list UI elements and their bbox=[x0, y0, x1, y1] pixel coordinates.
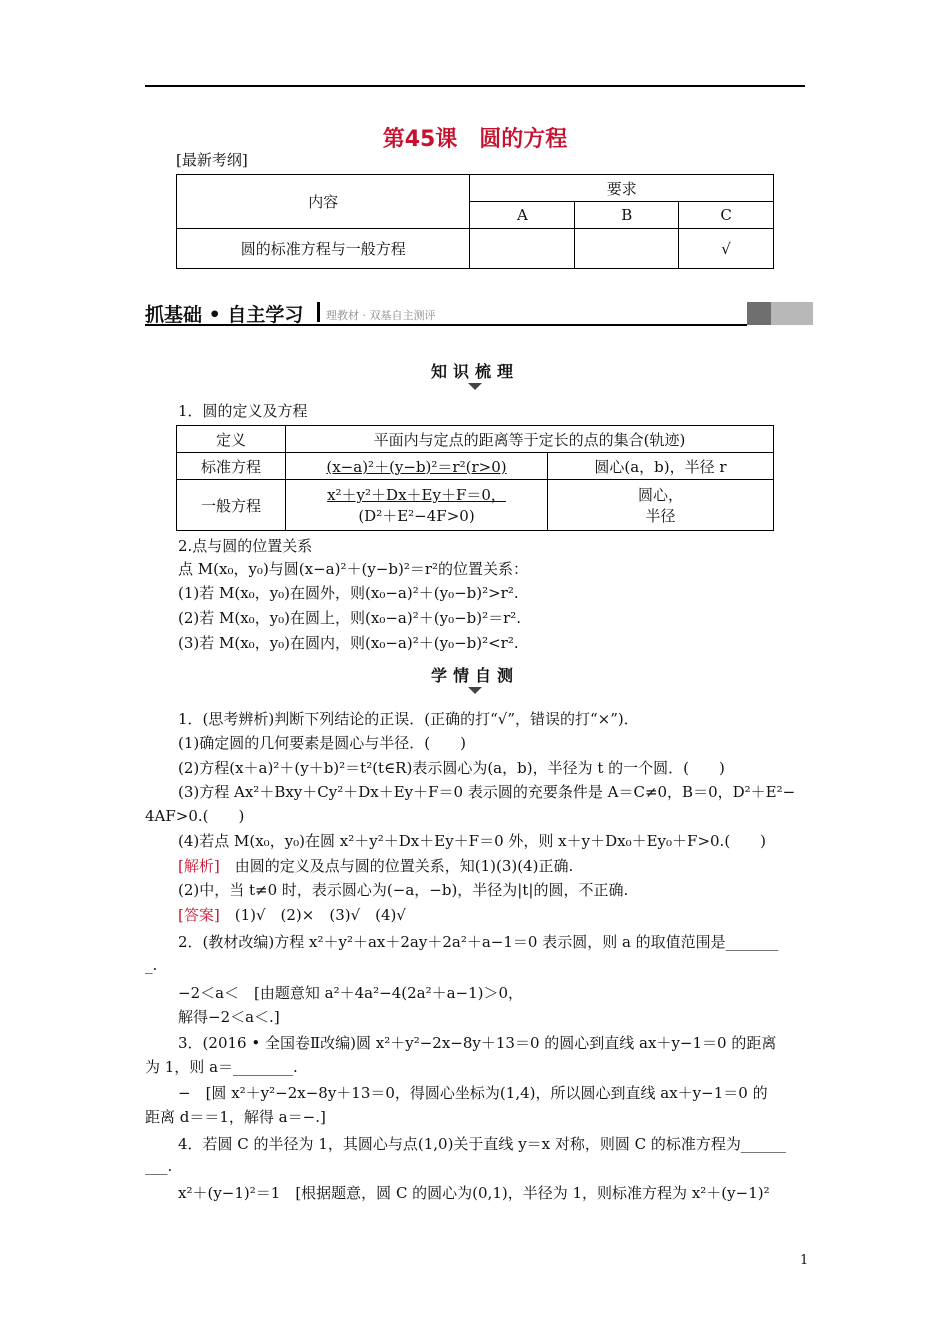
question-line: (1)确定圆的几何要素是圆心与半径．( ) bbox=[178, 734, 466, 752]
definition-label: 定义 bbox=[177, 426, 286, 453]
answer-text: (1)√ (2)× (3)√ (4)√ bbox=[219, 906, 406, 924]
question-line: (4)若点 M(x₀，y₀)在圆 x²＋y²＋Dx＋Ey＋F＝0 外，则 x＋y＋Dx₀＋Ey₀＋F>0.( ) bbox=[178, 832, 767, 850]
col-content-header: 内容 bbox=[177, 175, 470, 229]
q4-line: 4．若圆 C 的半径为 1，其圆心与点(1,0)关于直线 y＝x 对称，则圆 C 的标准方程为______ bbox=[178, 1135, 786, 1153]
section-bar-divider bbox=[317, 302, 320, 322]
q4-line: ___. bbox=[145, 1157, 173, 1175]
q3-line: 为 1，则 a＝________. bbox=[145, 1058, 298, 1076]
level-b: B bbox=[575, 202, 679, 229]
question-line: (3)方程 Ax²＋Bxy＋Cy²＋Dx＋Ey＋F＝0 表示圆的充要条件是 A＝C≠0，B＝0，D²＋E²− bbox=[178, 783, 796, 801]
general-center: 圆心， bbox=[637, 486, 683, 504]
k2-line: (1)若 M(x₀，y₀)在圆外，则(x₀−a)²＋(y₀−b)²>r². bbox=[178, 584, 519, 602]
section-bar-rule bbox=[145, 324, 747, 326]
circle-equation-table bbox=[176, 425, 774, 531]
standard-label: 标准方程 bbox=[177, 453, 286, 480]
section-bar bbox=[145, 300, 813, 325]
analysis-text: 由圆的定义及点与圆的位置关系，知(1)(3)(4)正确. bbox=[219, 857, 574, 875]
q2-answer: 解得−2＜a＜.] bbox=[178, 1008, 280, 1026]
page-number: 1 bbox=[800, 1253, 809, 1268]
page-title: 第45课 圆的方程 bbox=[382, 127, 568, 152]
k1-title: 1．圆的定义及方程 bbox=[178, 402, 308, 420]
q2-line: _. bbox=[145, 956, 158, 974]
k2-title: 2.点与圆的位置关系 bbox=[178, 537, 313, 555]
general-radius: 半径 bbox=[645, 507, 676, 525]
q3-answer: − [圆 x²＋y²−2x−8y＋13＝0，得圆心坐标为(1,4)，所以圆心到直线 ax＋y−1＝0 的 bbox=[178, 1084, 768, 1102]
level-c: C bbox=[679, 202, 774, 229]
question-line: (2)方程(x＋a)²＋(y＋b)²＝t²(t∈R)表示圆心为(a，b)，半径为 t 的一个圆．( ) bbox=[178, 759, 725, 777]
q3-line: 3．(2016 • 全国卷Ⅱ改编)圆 x²＋y²−2x−8y＋13＝0 的圆心到直线 ax＋y−1＝0 的距离 bbox=[178, 1034, 777, 1052]
k2-line: 点 M(x₀，y₀)与圆(x−a)²＋(y−b)²＝r²的位置关系： bbox=[178, 560, 529, 578]
answer-tag: [答案] bbox=[178, 906, 220, 924]
row-mark-b bbox=[575, 229, 679, 269]
q2-line: 2．(教材改编)方程 x²＋y²＋ax＋2ay＋2a²＋a−1＝0 表示圆，则 a 的取值范围是_______ bbox=[178, 933, 779, 951]
triangle-down-icon bbox=[468, 687, 482, 694]
definition-text: 平面内与定点的距离等于定长的点的集合(轨迹) bbox=[286, 426, 774, 453]
syllabus-table bbox=[176, 174, 774, 269]
general-equation: x²＋y²＋Dx＋Ey＋F＝0， bbox=[327, 486, 506, 504]
k2-line: (3)若 M(x₀，y₀)在圆内，则(x₀−a)²＋(y₀−b)²<r². bbox=[178, 634, 519, 652]
row-mark-c: √ bbox=[679, 229, 774, 269]
section-bar-subtitle: 理教材 · 双基自主测评 bbox=[326, 309, 436, 322]
level-a: A bbox=[470, 202, 575, 229]
q3-answer: 距离 d＝＝1，解得 a＝−.] bbox=[145, 1108, 326, 1126]
standard-equation: (x−a)²＋(y−b)²＝r²(r>0) bbox=[326, 457, 507, 476]
question-line: 4AF>0.( ) bbox=[145, 807, 245, 825]
analysis-line bbox=[178, 855, 573, 876]
syllabus-label: [最新考纲] bbox=[176, 151, 248, 169]
analysis-line-2: (2)中，当 t≠0 时，表示圆心为(−a，−b)，半径为|t|的圆，不正确. bbox=[178, 881, 629, 899]
header-rule bbox=[145, 85, 805, 87]
standard-description: 圆心(a，b)，半径 r bbox=[548, 453, 774, 480]
triangle-down-icon bbox=[468, 383, 482, 390]
col-requirement-header: 要求 bbox=[470, 175, 774, 202]
section-bar-title: 抓基础 • 自主学习 bbox=[145, 304, 304, 326]
section-heading-selftest bbox=[0, 663, 950, 694]
k2-line: (2)若 M(x₀，y₀)在圆上，则(x₀−a)²＋(y₀−b)²＝r². bbox=[178, 609, 522, 627]
general-label: 一般方程 bbox=[177, 480, 286, 531]
row-content: 圆的标准方程与一般方程 bbox=[177, 229, 470, 269]
analysis-tag: [解析] bbox=[178, 857, 220, 875]
q2-answer: −2＜a＜ [由题意知 a²＋4a²−4(2a²＋a−1)＞0， bbox=[178, 984, 524, 1002]
section-bar-block-dark bbox=[747, 302, 771, 325]
section-heading-knowledge bbox=[0, 359, 950, 390]
general-condition: (D²＋E²−4F>0) bbox=[358, 507, 475, 525]
section-heading-knowledge-text: 知识梳理 bbox=[430, 362, 519, 381]
answer-line bbox=[178, 904, 406, 925]
section-bar-block-light bbox=[771, 302, 813, 325]
q4-answer: x²＋(y−1)²＝1 [根据题意，圆 C 的圆心为(0,1)，半径为 1，则标准方程为 x²＋(y−1)² bbox=[178, 1184, 770, 1202]
section-heading-selftest-text: 学情自测 bbox=[430, 666, 519, 685]
row-mark-a bbox=[470, 229, 575, 269]
question-line: 1．(思考辨析)判断下列结论的正误．(正确的打“√”，错误的打“×”)． bbox=[178, 710, 639, 728]
